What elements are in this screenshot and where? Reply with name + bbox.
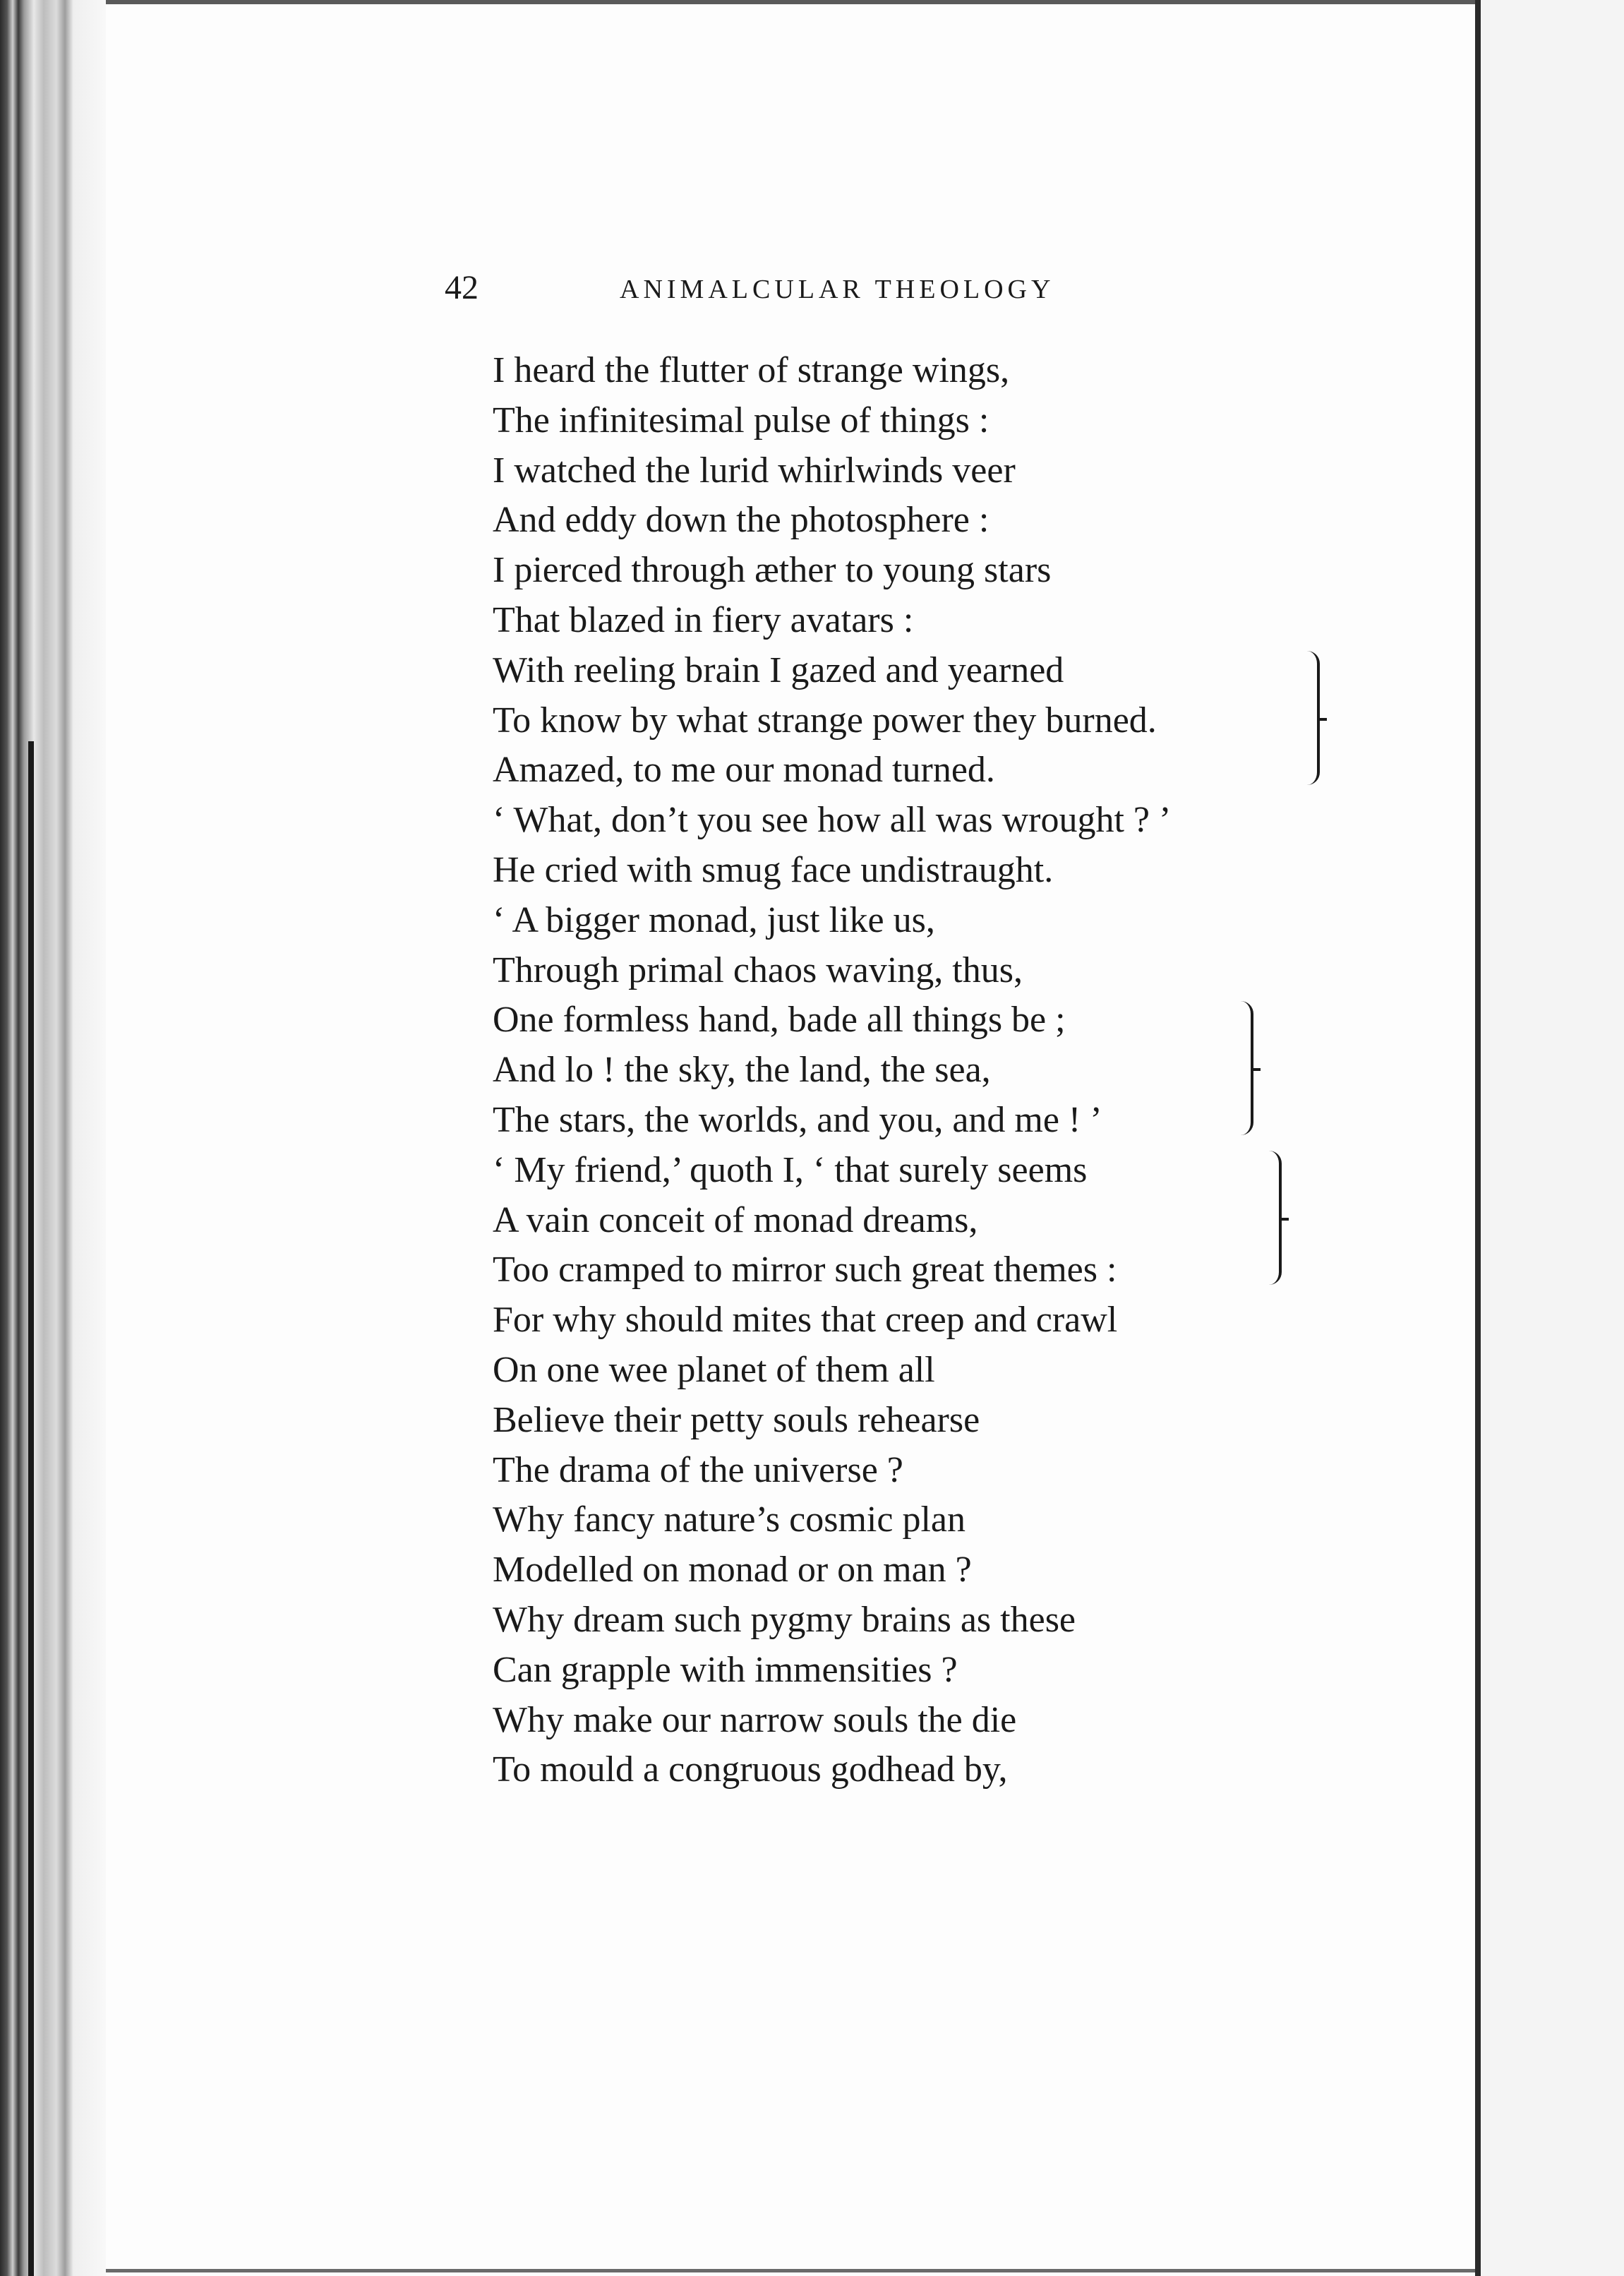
poem-line: The infinitesimal pulse of things : — [493, 400, 990, 441]
poem-line: Through primal chaos waving, thus, — [493, 950, 1023, 990]
book-gutter — [0, 0, 116, 2276]
poem-line: Too cramped to mirror such great themes : — [493, 1250, 1117, 1290]
poem-line: Modelled on monad or on man ? — [493, 1550, 972, 1591]
poem-line: The stars, the worlds, and you, and me ! ’ — [493, 1099, 1102, 1140]
poem-line: The drama of the universe ? — [493, 1449, 903, 1490]
poem-line: Why make our narrow souls the die — [493, 1699, 1017, 1740]
poem-line: Believe their petty souls rehearse — [493, 1399, 980, 1440]
triplet-brace-1 — [1299, 651, 1320, 785]
poem-line: To know by what strange power they burned. — [493, 700, 1157, 741]
poem-line: On one wee planet of them all — [493, 1349, 935, 1390]
poem-line: I pierced through æther to young stars — [493, 550, 1052, 591]
poem-line: ‘ A bigger monad, just like us, — [493, 899, 935, 940]
poem-line: I watched the lurid whirlwinds veer — [493, 450, 1016, 491]
poem-line: ‘ My friend,’ quoth I, ‘ that surely seems — [493, 1149, 1088, 1190]
poem-line: Amazed, to me our monad turned. — [493, 750, 995, 791]
triplet-brace-2 — [1232, 1001, 1253, 1135]
poem-line: Why dream such pygmy brains as these — [493, 1599, 1076, 1640]
poem-line: And eddy down the photosphere : — [493, 500, 990, 541]
page-top-edge — [106, 0, 1475, 4]
poem-text — [493, 346, 1340, 1795]
poem-line: For why should mites that creep and crawl — [493, 1300, 1118, 1341]
poem-line: He cried with smug face undistraught. — [493, 849, 1054, 890]
gutter-shadow-line — [28, 741, 34, 2276]
page-header — [445, 267, 1150, 309]
poem-line: With reeling brain I gazed and yearned — [493, 649, 1064, 690]
poem-line: To mould a congruous godhead by, — [493, 1749, 1008, 1790]
page-bottom-edge — [106, 2269, 1475, 2272]
page-number: 42 — [445, 269, 479, 306]
poem-line: Can grapple with immensities ? — [493, 1649, 958, 1690]
triplet-brace-3 — [1261, 1151, 1282, 1285]
running-title: ANIMALCULAR THEOLOGY — [620, 275, 1055, 304]
poem-line: One formless hand, bade all things be ; — [493, 1000, 1066, 1041]
poem-line: I heard the flutter of strange wings, — [493, 350, 1010, 390]
right-margin — [1481, 0, 1624, 2276]
poem-line: That blazed in fiery avatars : — [493, 599, 914, 640]
poem-line: And lo ! the sky, the land, the sea, — [493, 1050, 991, 1091]
poem-line: ‘ What, don’t you see how all was wrought ? ’ — [493, 800, 1172, 841]
poem-line: Why fancy nature’s cosmic plan — [493, 1499, 966, 1540]
page-right-edge — [1475, 0, 1481, 2276]
poem-line: A vain conceit of monad dreams, — [493, 1199, 978, 1240]
